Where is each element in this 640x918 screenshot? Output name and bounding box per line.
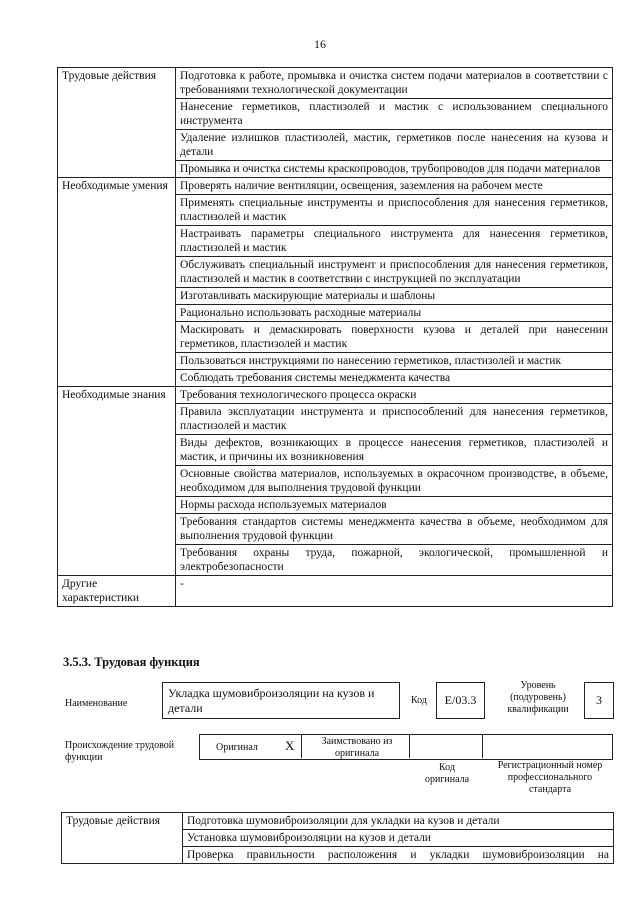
- row-group-label: Трудовые действия: [62, 813, 183, 864]
- table-cell: Установка шумовиброизоляции на кузов и детали: [183, 830, 614, 847]
- row-group-label: Необходимые умения: [58, 178, 176, 387]
- original-mark: X: [285, 738, 295, 753]
- level-box: [584, 682, 614, 719]
- table-row: [58, 387, 613, 404]
- table-cell: Требования стандартов системы менеджмента качества в объеме, необходимом для выполнения трудовой функции: [176, 514, 613, 545]
- table-row: [58, 576, 613, 607]
- page-number: 16: [314, 37, 326, 51]
- table-cell: Требования охраны труда, пожарной, экологической, промышленной и электробезопасности: [176, 545, 613, 576]
- row-group-label: Необходимые знания: [58, 387, 176, 576]
- table-cell: Изготавливать маскирующие материалы и шаблоны: [176, 288, 613, 305]
- table-cell: Требования технологического процесса окраски: [176, 387, 613, 404]
- table-cell: Маскировать и демаскировать поверхности кузова и деталей при нанесении герметиков, пластизолей и мастик: [176, 322, 613, 353]
- table-cell: Подготовка к работе, промывка и очистка систем подачи материалов в соответствии с требованиями технологической документации: [176, 68, 613, 99]
- table-cell: Правила эксплуатации инструмента и приспособлений для нанесения герметиков, пластизолей и мастик: [176, 404, 613, 435]
- table-row: [62, 813, 614, 830]
- table-cell: Нормы расхода используемых материалов: [176, 497, 613, 514]
- table-cell: Проверять наличие вентиляции, освещения, заземления на рабочем месте: [176, 178, 613, 195]
- table-cell: Нанесение герметиков, пластизолей и мастик с использованием специального инструмента: [176, 99, 613, 130]
- table-cell: Проверка правильности расположения и укладки шумовиброизоляции на: [183, 847, 614, 864]
- table-cell: Применять специальные инструменты и приспособления для нанесения герметиков, пластизолей и мастик: [176, 195, 613, 226]
- requirements-table: [57, 67, 613, 607]
- labor-actions-table: [61, 812, 614, 864]
- table-cell: Рационально использовать расходные материалы: [176, 305, 613, 322]
- section-title: 3.5.3. Трудовая функция: [63, 655, 200, 669]
- code-box: [436, 682, 485, 719]
- original-label: Оригинал: [216, 742, 258, 753]
- table-cell: -: [176, 576, 613, 607]
- level-label: Уровень (подуровень) квалификации: [507, 680, 569, 715]
- reg-number-label: Регистрационный номер профессионального стандарта: [497, 760, 603, 795]
- level-value: 3: [596, 693, 602, 707]
- table-row: [58, 178, 613, 195]
- table-row: [58, 68, 613, 99]
- table-cell: Основные свойства материалов, используемых в окрасочном производстве, в объеме, необходимом для выполнения трудовой функции: [176, 466, 613, 497]
- table-cell: Пользоваться инструкциями по нанесению герметиков, пластизолей и мастик: [176, 353, 613, 370]
- name-value: Укладка шумовиброизоляции на кузов и детали: [168, 686, 375, 715]
- table-cell: Настраивать параметры специального инструмента для нанесения герметиков, пластизолей и мастик: [176, 226, 613, 257]
- name-box: [162, 682, 400, 719]
- table-cell: Подготовка шумовиброизоляции для укладки на кузов и детали: [183, 813, 614, 830]
- table-cell: Удаление излишков пластизолей, мастик, герметиков после нанесения на кузова и детали: [176, 130, 613, 161]
- code-label: Код: [411, 695, 427, 706]
- table-cell: Виды дефектов, возникающих в процессе нанесения герметиков, пластизолей и мастик, и причины их возникновения: [176, 435, 613, 466]
- table-cell: Обслуживать специальный инструмент и приспособления для нанесения герметиков, пластизолей и мастик в соответствии с инструкцией по эксплуатации: [176, 257, 613, 288]
- origin-row: [199, 734, 613, 760]
- code-value: E/03.3: [444, 693, 477, 707]
- code-original-label: Код оригинала: [424, 762, 470, 785]
- borrowed-label: Заимствовано из оригинала: [321, 736, 393, 759]
- row-group-label: Другие характеристики: [58, 576, 176, 607]
- origin-label: Происхождение трудовой функции: [65, 740, 175, 763]
- table-cell: Промывка и очистка системы краскопроводов, трубопроводов для подачи материалов: [176, 161, 613, 178]
- name-label: Наименование: [65, 698, 128, 709]
- row-group-label: Трудовые действия: [58, 68, 176, 178]
- table-cell: Соблюдать требования системы менеджмента качества: [176, 370, 613, 387]
